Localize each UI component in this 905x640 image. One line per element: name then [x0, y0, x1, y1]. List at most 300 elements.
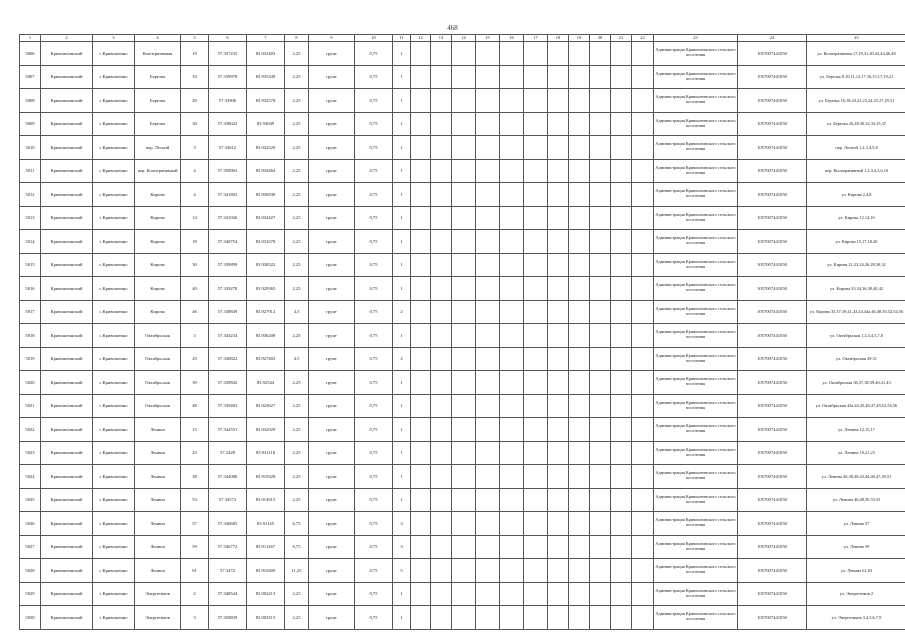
- district-cell: Кривошеинский: [41, 371, 93, 395]
- longitude-cell: 83.932529: [247, 136, 285, 160]
- col-17-cell: [524, 488, 548, 512]
- table-row: [20, 606, 905, 630]
- column-number-cell: 1: [20, 35, 41, 42]
- col-19-cell: [569, 183, 590, 207]
- latitude-cell: 57.341802: [209, 183, 247, 207]
- volume-cell: 0,75: [355, 606, 393, 630]
- col-22-cell: [632, 42, 654, 66]
- volume-cell: 0,75: [355, 488, 393, 512]
- area-cell: 2,25: [285, 253, 309, 277]
- latitude-cell: 57.357235: [209, 42, 247, 66]
- col-15-cell: [476, 159, 500, 183]
- col-17-cell: [524, 582, 548, 606]
- district-cell: Кривошеинский: [41, 582, 93, 606]
- served-addresses-cell: ул. Березка 26,28,30,32,33,35,37: [807, 112, 905, 136]
- col-17-cell: [524, 441, 548, 465]
- longitude-cell: 83.92544: [247, 371, 285, 395]
- col-12-cell: [411, 488, 431, 512]
- col-13-cell: [431, 65, 452, 89]
- col-17-cell: [524, 347, 548, 371]
- latitude-cell: 57.358963: [209, 159, 247, 183]
- col-15-cell: [476, 394, 500, 418]
- house-number-cell: 19: [181, 42, 209, 66]
- surface-type-cell: грунт: [309, 112, 355, 136]
- ogrn-cell: 1057007441050: [738, 441, 807, 465]
- col-13-cell: [431, 230, 452, 254]
- longitude-cell: 83.932929: [247, 418, 285, 442]
- house-number-cell: 3: [181, 606, 209, 630]
- page-number: 468: [447, 24, 458, 32]
- col-16-cell: [500, 465, 524, 489]
- district-cell: Кривошеинский: [41, 606, 93, 630]
- owner-cell: Администрация Кривошеинского сельского поселения: [654, 183, 738, 207]
- area-cell: 6,75: [285, 535, 309, 559]
- col-20-cell: [590, 488, 611, 512]
- col-19-cell: [569, 136, 590, 160]
- col-13-cell: [431, 159, 452, 183]
- surface-type-cell: грунт: [309, 300, 355, 324]
- col-22-cell: [632, 324, 654, 348]
- served-addresses-cell: ул. Кирова 2,4,8: [807, 183, 905, 207]
- col-13-cell: [431, 206, 452, 230]
- col-14-cell: [452, 300, 476, 324]
- area-cell: 2,25: [285, 488, 309, 512]
- col-13-cell: [431, 606, 452, 630]
- col-21-cell: [611, 277, 632, 301]
- col-19-cell: [569, 606, 590, 630]
- district-cell: Кривошеинский: [41, 159, 93, 183]
- col-19-cell: [569, 89, 590, 113]
- ogrn-cell: 1057007441050: [738, 559, 807, 583]
- container-count-cell: 2: [393, 347, 411, 371]
- street-cell: Кирова: [135, 300, 181, 324]
- col-22-cell: [632, 112, 654, 136]
- col-21-cell: [611, 112, 632, 136]
- col-20-cell: [590, 512, 611, 536]
- container-count-cell: 1: [393, 488, 411, 512]
- col-13-cell: [431, 465, 452, 489]
- col-12-cell: [411, 42, 431, 66]
- owner-cell: Администрация Кривошеинского сельского поселения: [654, 441, 738, 465]
- col-16-cell: [500, 136, 524, 160]
- surface-type-cell: грунт: [309, 512, 355, 536]
- longitude-cell: 83.931118: [247, 441, 285, 465]
- longitude-cell: 83.934464: [247, 159, 285, 183]
- district-cell: Кривошеинский: [41, 347, 93, 371]
- street-cell: Кооперативная: [135, 42, 181, 66]
- district-cell: Кривошеинский: [41, 394, 93, 418]
- col-22-cell: [632, 136, 654, 160]
- settlement-cell: с.Кривошеино: [93, 89, 135, 113]
- col-16-cell: [500, 42, 524, 66]
- street-cell: Октябрьская: [135, 324, 181, 348]
- col-17-cell: [524, 206, 548, 230]
- table-row: [20, 559, 905, 583]
- district-cell: Кривошеинский: [41, 42, 93, 66]
- col-18-cell: [548, 136, 569, 160]
- column-number-cell: 11: [393, 35, 411, 42]
- surface-type-cell: грунт: [309, 277, 355, 301]
- volume-cell: 0,75: [355, 559, 393, 583]
- district-cell: Кривошеинский: [41, 277, 93, 301]
- surface-type-cell: грунт: [309, 347, 355, 371]
- street-cell: Энергетиков: [135, 606, 181, 630]
- row-number-cell: 5015: [20, 253, 41, 277]
- col-17-cell: [524, 159, 548, 183]
- row-number-cell: 5014: [20, 230, 41, 254]
- col-17-cell: [524, 371, 548, 395]
- col-22-cell: [632, 253, 654, 277]
- col-21-cell: [611, 183, 632, 207]
- col-18-cell: [548, 441, 569, 465]
- col-15-cell: [476, 512, 500, 536]
- street-cell: Ленина: [135, 512, 181, 536]
- table-row: [20, 89, 905, 113]
- owner-cell: Администрация Кривошеинского сельского поселения: [654, 300, 738, 324]
- longitude-cell: 83.927403: [247, 347, 285, 371]
- col-21-cell: [611, 253, 632, 277]
- col-20-cell: [590, 112, 611, 136]
- volume-cell: 0,75: [355, 253, 393, 277]
- surface-type-cell: грунт: [309, 465, 355, 489]
- served-addresses-cell: ул. Ленина 46,48,50,53,55: [807, 488, 905, 512]
- col-16-cell: [500, 559, 524, 583]
- col-21-cell: [611, 371, 632, 395]
- col-20-cell: [590, 230, 611, 254]
- col-16-cell: [500, 253, 524, 277]
- ogrn-cell: 1057007441050: [738, 371, 807, 395]
- latitude-cell: 57.343234: [209, 324, 247, 348]
- column-number-cell: 15: [476, 35, 500, 42]
- col-21-cell: [611, 206, 632, 230]
- volume-cell: 0,75: [355, 582, 393, 606]
- col-12-cell: [411, 606, 431, 630]
- col-21-cell: [611, 159, 632, 183]
- district-cell: Кривошеинский: [41, 512, 93, 536]
- served-addresses-cell: ул. Кооперативная 17,19,31,40,42,44,46,48: [807, 42, 905, 66]
- owner-cell: Администрация Кривошеинского сельского поселения: [654, 65, 738, 89]
- district-cell: Кривошеинский: [41, 65, 93, 89]
- served-addresses-cell: ул. Березка 16,18,20,22,23,24,25,27,29,31: [807, 89, 905, 113]
- col-22-cell: [632, 418, 654, 442]
- latitude-cell: 57.339842: [209, 371, 247, 395]
- col-16-cell: [500, 606, 524, 630]
- row-number-cell: 5024: [20, 465, 41, 489]
- col-20-cell: [590, 206, 611, 230]
- house-number-cell: 38: [181, 465, 209, 489]
- col-13-cell: [431, 136, 452, 160]
- surface-type-cell: грунт: [309, 253, 355, 277]
- owner-cell: Администрация Кривошеинского сельского поселения: [654, 371, 738, 395]
- served-addresses-cell: ул. Ленина 59: [807, 535, 905, 559]
- col-14-cell: [452, 606, 476, 630]
- col-13-cell: [431, 324, 452, 348]
- col-21-cell: [611, 582, 632, 606]
- longitude-cell: 83.934427: [247, 206, 285, 230]
- surface-type-cell: грунт: [309, 42, 355, 66]
- area-cell: 2,25: [285, 136, 309, 160]
- row-number-cell: 5028: [20, 559, 41, 583]
- owner-cell: Администрация Кривошеинского сельского поселения: [654, 277, 738, 301]
- col-12-cell: [411, 441, 431, 465]
- served-addresses-cell: ул. Ленина 61,63: [807, 559, 905, 583]
- col-20-cell: [590, 582, 611, 606]
- area-cell: 2,25: [285, 159, 309, 183]
- col-21-cell: [611, 441, 632, 465]
- col-14-cell: [452, 582, 476, 606]
- col-22-cell: [632, 65, 654, 89]
- house-number-cell: 14: [181, 206, 209, 230]
- col-15-cell: [476, 136, 500, 160]
- column-number-cell: 19: [569, 35, 590, 42]
- ogrn-cell: 1057007441050: [738, 512, 807, 536]
- volume-cell: 0,75: [355, 512, 393, 536]
- latitude-cell: 57.3472: [209, 559, 247, 583]
- container-count-cell: 5: [393, 559, 411, 583]
- col-14-cell: [452, 206, 476, 230]
- owner-cell: Администрация Кривошеинского сельского поселения: [654, 559, 738, 583]
- col-21-cell: [611, 606, 632, 630]
- volume-cell: 0,75: [355, 65, 393, 89]
- col-14-cell: [452, 347, 476, 371]
- row-number-cell: 5017: [20, 300, 41, 324]
- settlement-cell: с.Кривошеино: [93, 42, 135, 66]
- ogrn-cell: 1057007441050: [738, 394, 807, 418]
- house-number-cell: 40: [181, 277, 209, 301]
- col-18-cell: [548, 371, 569, 395]
- col-16-cell: [500, 159, 524, 183]
- col-22-cell: [632, 512, 654, 536]
- col-15-cell: [476, 441, 500, 465]
- col-20-cell: [590, 65, 611, 89]
- ogrn-cell: 1057007441050: [738, 65, 807, 89]
- column-number-cell: 9: [309, 35, 355, 42]
- col-12-cell: [411, 253, 431, 277]
- col-17-cell: [524, 65, 548, 89]
- ogrn-cell: 1057007441050: [738, 324, 807, 348]
- area-cell: 2,25: [285, 441, 309, 465]
- served-addresses-cell: ул. Ленина 57: [807, 512, 905, 536]
- column-number-cell: 17: [524, 35, 548, 42]
- settlement-cell: с.Кривошеино: [93, 606, 135, 630]
- container-count-cell: 1: [393, 206, 411, 230]
- latitude-cell: 57.33906: [209, 89, 247, 113]
- table-row: [20, 347, 905, 371]
- container-count-cell: 1: [393, 582, 411, 606]
- col-16-cell: [500, 441, 524, 465]
- served-addresses-cell: пер. Лесной 1,2,3,4,5,8: [807, 136, 905, 160]
- served-addresses-cell: ул. Ленина 12,15,17: [807, 418, 905, 442]
- col-19-cell: [569, 324, 590, 348]
- col-19-cell: [569, 347, 590, 371]
- volume-cell: 0,75: [355, 324, 393, 348]
- district-cell: Кривошеинский: [41, 183, 93, 207]
- col-21-cell: [611, 89, 632, 113]
- row-number-cell: 5012: [20, 183, 41, 207]
- district-cell: Кривошеинский: [41, 253, 93, 277]
- longitude-cell: 83.923627: [247, 394, 285, 418]
- col-18-cell: [548, 535, 569, 559]
- col-22-cell: [632, 394, 654, 418]
- col-13-cell: [431, 394, 452, 418]
- row-number-cell: 5010: [20, 136, 41, 160]
- street-cell: Ленина: [135, 535, 181, 559]
- owner-cell: Администрация Кривошеинского сельского поселения: [654, 488, 738, 512]
- col-22-cell: [632, 441, 654, 465]
- col-17-cell: [524, 394, 548, 418]
- col-19-cell: [569, 488, 590, 512]
- column-number-cell: 24: [738, 35, 807, 42]
- served-addresses-cell: ул. Кирова 21,23,24,26,28,30,32: [807, 253, 905, 277]
- ogrn-cell: 1057007441050: [738, 253, 807, 277]
- ogrn-cell: 1057007441050: [738, 89, 807, 113]
- container-count-cell: 1: [393, 89, 411, 113]
- col-13-cell: [431, 300, 452, 324]
- latitude-cell: 57.340822: [209, 347, 247, 371]
- area-cell: 4,5: [285, 347, 309, 371]
- owner-cell: Администрация Кривошеинского сельского поселения: [654, 418, 738, 442]
- house-number-cell: 29: [181, 347, 209, 371]
- ogrn-cell: 1057007441050: [738, 230, 807, 254]
- longitude-cell: 83.927912: [247, 300, 285, 324]
- col-17-cell: [524, 253, 548, 277]
- served-addresses-cell: ул. Кирова 15,17,18,20: [807, 230, 905, 254]
- col-16-cell: [500, 183, 524, 207]
- settlement-cell: с.Кривошеино: [93, 441, 135, 465]
- surface-type-cell: грунт: [309, 230, 355, 254]
- col-12-cell: [411, 89, 431, 113]
- col-15-cell: [476, 277, 500, 301]
- col-18-cell: [548, 277, 569, 301]
- col-22-cell: [632, 465, 654, 489]
- ogrn-cell: 1057007441050: [738, 582, 807, 606]
- settlement-cell: с.Кривошеино: [93, 559, 135, 583]
- container-count-cell: 2: [393, 300, 411, 324]
- row-number-cell: 5026: [20, 512, 41, 536]
- column-number-cell: 5: [181, 35, 209, 42]
- container-count-cell: 1: [393, 441, 411, 465]
- latitude-cell: 57.340754: [209, 230, 247, 254]
- district-cell: Кривошеинский: [41, 535, 93, 559]
- latitude-cell: 57.338022: [209, 112, 247, 136]
- house-number-cell: 15: [181, 418, 209, 442]
- house-number-cell: 4: [181, 159, 209, 183]
- surface-type-cell: грунт: [309, 488, 355, 512]
- col-18-cell: [548, 512, 569, 536]
- table-row: [20, 394, 905, 418]
- table-row: [20, 465, 905, 489]
- column-number-cell: 12: [411, 35, 431, 42]
- volume-cell: 0,75: [355, 300, 393, 324]
- surface-type-cell: грунт: [309, 159, 355, 183]
- surface-type-cell: грунт: [309, 89, 355, 113]
- settlement-cell: с.Кривошеино: [93, 347, 135, 371]
- street-cell: Березка: [135, 112, 181, 136]
- col-15-cell: [476, 183, 500, 207]
- area-cell: 2,25: [285, 206, 309, 230]
- house-number-cell: 3: [181, 136, 209, 160]
- col-22-cell: [632, 230, 654, 254]
- col-19-cell: [569, 441, 590, 465]
- owner-cell: Администрация Кривошеинского сельского поселения: [654, 159, 738, 183]
- ogrn-cell: 1057007441050: [738, 300, 807, 324]
- district-cell: Кривошеинский: [41, 488, 93, 512]
- col-14-cell: [452, 512, 476, 536]
- house-number-cell: 46: [181, 300, 209, 324]
- column-number-cell: 14: [452, 35, 476, 42]
- latitude-cell: 57.339278: [209, 277, 247, 301]
- col-14-cell: [452, 418, 476, 442]
- table-row: [20, 441, 905, 465]
- column-number-cell: 21: [611, 35, 632, 42]
- col-17-cell: [524, 465, 548, 489]
- col-16-cell: [500, 371, 524, 395]
- surface-type-cell: грунт: [309, 535, 355, 559]
- latitude-cell: 57.34573: [209, 488, 247, 512]
- volume-cell: 0,75: [355, 418, 393, 442]
- col-21-cell: [611, 324, 632, 348]
- col-20-cell: [590, 394, 611, 418]
- area-cell: 2,25: [285, 65, 309, 89]
- table-row: [20, 136, 905, 160]
- ogrn-cell: 1057007441050: [738, 535, 807, 559]
- surface-type-cell: грунт: [309, 206, 355, 230]
- col-12-cell: [411, 371, 431, 395]
- container-count-cell: 1: [393, 112, 411, 136]
- street-cell: Энергетиков: [135, 582, 181, 606]
- col-19-cell: [569, 559, 590, 583]
- row-number-cell: 5021: [20, 394, 41, 418]
- area-cell: 2,25: [285, 371, 309, 395]
- col-22-cell: [632, 89, 654, 113]
- table-row: [20, 65, 905, 89]
- owner-cell: Администрация Кривошеинского сельского поселения: [654, 535, 738, 559]
- col-12-cell: [411, 230, 431, 254]
- longitude-cell: 83.935349: [247, 65, 285, 89]
- col-17-cell: [524, 230, 548, 254]
- district-cell: Кривошеинский: [41, 559, 93, 583]
- house-number-cell: 3: [181, 324, 209, 348]
- col-13-cell: [431, 559, 452, 583]
- ogrn-cell: 1057007441050: [738, 42, 807, 66]
- col-20-cell: [590, 183, 611, 207]
- column-number-cell: 8: [285, 35, 309, 42]
- col-19-cell: [569, 371, 590, 395]
- longitude-cell: 83.932578: [247, 89, 285, 113]
- settlement-cell: с.Кривошеино: [93, 535, 135, 559]
- latitude-cell: 57.346772: [209, 535, 247, 559]
- served-addresses-cell: ул. Энергетиков 2: [807, 582, 905, 606]
- district-cell: Кривошеинский: [41, 300, 93, 324]
- col-16-cell: [500, 535, 524, 559]
- col-22-cell: [632, 371, 654, 395]
- col-21-cell: [611, 42, 632, 66]
- registry-table: [19, 34, 905, 630]
- container-count-cell: 1: [393, 253, 411, 277]
- col-18-cell: [548, 606, 569, 630]
- served-addresses-cell: ул. Октябрьская 36,37,38,39,40,41,43: [807, 371, 905, 395]
- longitude-cell: 83.93049: [247, 112, 285, 136]
- table-row: [20, 277, 905, 301]
- container-count-cell: 1: [393, 183, 411, 207]
- house-number-cell: 48: [181, 394, 209, 418]
- street-cell: пер. Кооперативный: [135, 159, 181, 183]
- column-number-row: [20, 35, 905, 42]
- row-number-cell: 5016: [20, 277, 41, 301]
- district-cell: Кривошеинский: [41, 324, 93, 348]
- row-number-cell: 5030: [20, 606, 41, 630]
- col-13-cell: [431, 441, 452, 465]
